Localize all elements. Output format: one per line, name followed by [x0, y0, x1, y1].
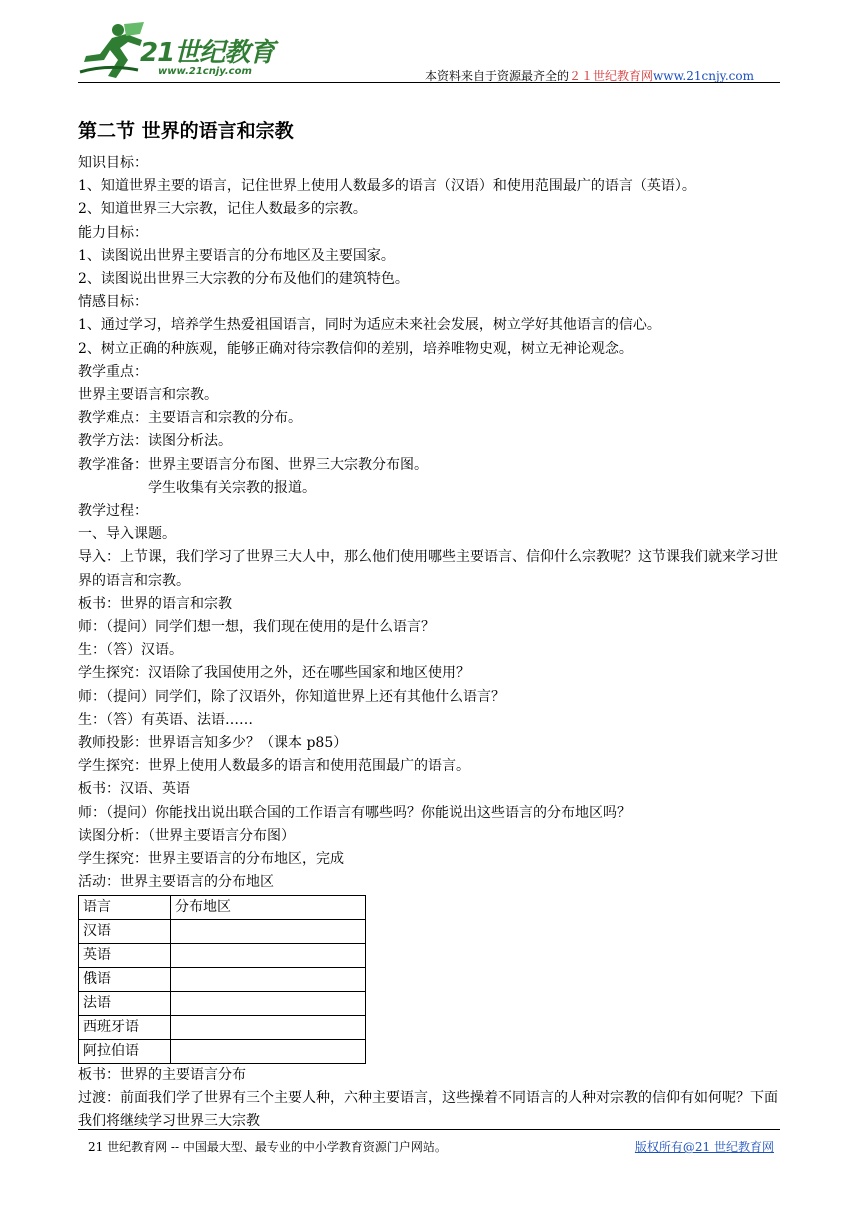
paragraph: 过渡：前面我们学了世界有三个主要人种，六种主要语言，这些操着不同语言的人种对宗教的信仰有如何呢？下面我们将继续学习世界三大宗教 [78, 1089, 778, 1129]
table-row [79, 919, 366, 943]
paragraph: 教师投影：世界语言知多少？（课本 p85） [78, 735, 348, 752]
table-cell-language: 西班牙语 [79, 1015, 171, 1039]
paragraph: 读图分析：（世界主要语言分布图） [78, 827, 295, 844]
paragraph: 学生探究：世界上使用人数最多的语言和使用范围最广的语言。 [78, 758, 470, 775]
table-header-row [79, 895, 366, 919]
paragraph: 师：（提问）同学们，除了汉语外，你知道世界上还有其他什么语言？ [78, 688, 505, 705]
table-cell-empty [171, 967, 366, 991]
paragraph: 1、通过学习，培养学生热爱祖国语言，同时为适应未来社会发展，树立学好其他语言的信心。 [78, 317, 661, 334]
table-cell-language: 俄语 [79, 967, 171, 991]
paragraph: 1、读图说出世界主要语言的分布地区及主要国家。 [78, 247, 395, 264]
paragraph: 1、知道世界主要的语言，记住世界上使用人数最多的语言（汉语）和使用范围最广的语言（英语）。 [78, 178, 696, 195]
table-cell-language: 阿拉伯语 [79, 1039, 171, 1063]
paragraph: 板书：世界的主要语言分布 [78, 1066, 246, 1083]
page-header [78, 18, 780, 86]
section-heading: 情感目标： [78, 294, 148, 311]
runner-logo-icon [78, 20, 148, 82]
table-cell-empty [171, 1015, 366, 1039]
header-divider [78, 82, 780, 83]
document-body [78, 118, 780, 1133]
paragraph: 师：（提问）你能找出说出联合国的工作语言有哪些吗？你能说出这些语言的分布地区吗？ [78, 804, 631, 821]
paragraph: 一、导入课题。 [78, 526, 176, 543]
paragraph: 2、树立正确的种族观，能够正确对待宗教信仰的差别，培养唯物史观，树立无神论观念。 [78, 340, 633, 357]
paragraph: 师：（提问）同学们想一想，我们现在使用的是什么语言？ [78, 619, 435, 636]
header-note-prefix: 本资料来自于资源最齐全的 [425, 69, 570, 83]
table-cell-language: 英语 [79, 943, 171, 967]
language-distribution-table [78, 895, 366, 1064]
paragraph: 生：（答）有英语、法语…… [78, 711, 253, 728]
table-row [79, 1039, 366, 1063]
paragraph: 学生探究：汉语除了我国使用之外，还在哪些国家和地区使用？ [78, 665, 470, 682]
table-header-cell: 语言 [79, 895, 171, 919]
paragraph: 学生探究：世界主要语言的分布地区，完成 [78, 851, 344, 868]
paragraph: 教学难点：主要语言和宗教的分布。 [78, 410, 302, 427]
table-cell-language: 法语 [79, 991, 171, 1015]
table-cell-language: 汉语 [79, 919, 171, 943]
paragraph: 生：（答）汉语。 [78, 642, 183, 659]
table-cell-empty [171, 1039, 366, 1063]
logo-url: www.21cnjy.com [158, 66, 252, 77]
document-title: 第二节 世界的语言和宗教 [78, 120, 294, 142]
table-cell-empty [171, 991, 366, 1015]
paragraph: 导入：上节课，我们学习了世界三大人中，那么他们使用哪些主要语言、信仰什么宗教呢？这节课我们就来学习世界的语言和宗教。 [78, 549, 778, 589]
table-row [79, 1015, 366, 1039]
paragraph: 教学准备：世界主要语言分布图、世界三大宗教分布图。 [78, 456, 428, 473]
table-row [79, 991, 366, 1015]
table-cell-empty [171, 943, 366, 967]
section-heading: 能力目标： [78, 224, 148, 241]
paragraph: 活动：世界主要语言的分布地区 [78, 874, 274, 891]
section-heading: 教学过程： [78, 503, 148, 520]
paragraph-indented: 学生收集有关宗教的报道。 [148, 479, 316, 496]
table-header-cell: 分布地区 [171, 895, 366, 919]
paragraph: 2、知道世界三大宗教，记住人数最多的宗教。 [78, 201, 367, 218]
section-heading: 知识目标： [78, 155, 148, 171]
logo-text: 21世纪教育 [140, 38, 275, 68]
paragraph: 板书：世界的语言和宗教 [78, 595, 232, 612]
paragraph: 板书：汉语、英语 [78, 781, 190, 798]
paragraph: 教学方法：读图分析法。 [78, 433, 232, 450]
header-note-site[interactable]: ２１世纪教育网 [569, 69, 654, 83]
paragraph: 世界主要语言和宗教。 [78, 387, 218, 404]
header-note-url[interactable]: www.21cnjy.com [653, 69, 754, 83]
paragraph: 2、读图说出世界三大宗教的分布及他们的建筑特色。 [78, 271, 409, 288]
table-row [79, 943, 366, 967]
footer-text: 21 世纪教育网 -- 中国最大型、最专业的中小学教育资源门户网站。 [88, 1140, 447, 1154]
table-row [79, 967, 366, 991]
section-heading: 教学重点： [78, 363, 148, 380]
table-cell-empty [171, 919, 366, 943]
footer-copyright-link[interactable]: 版权所有@21 世纪教育网 [634, 1140, 774, 1154]
site-logo[interactable] [78, 18, 288, 82]
footer-divider [78, 1129, 780, 1130]
